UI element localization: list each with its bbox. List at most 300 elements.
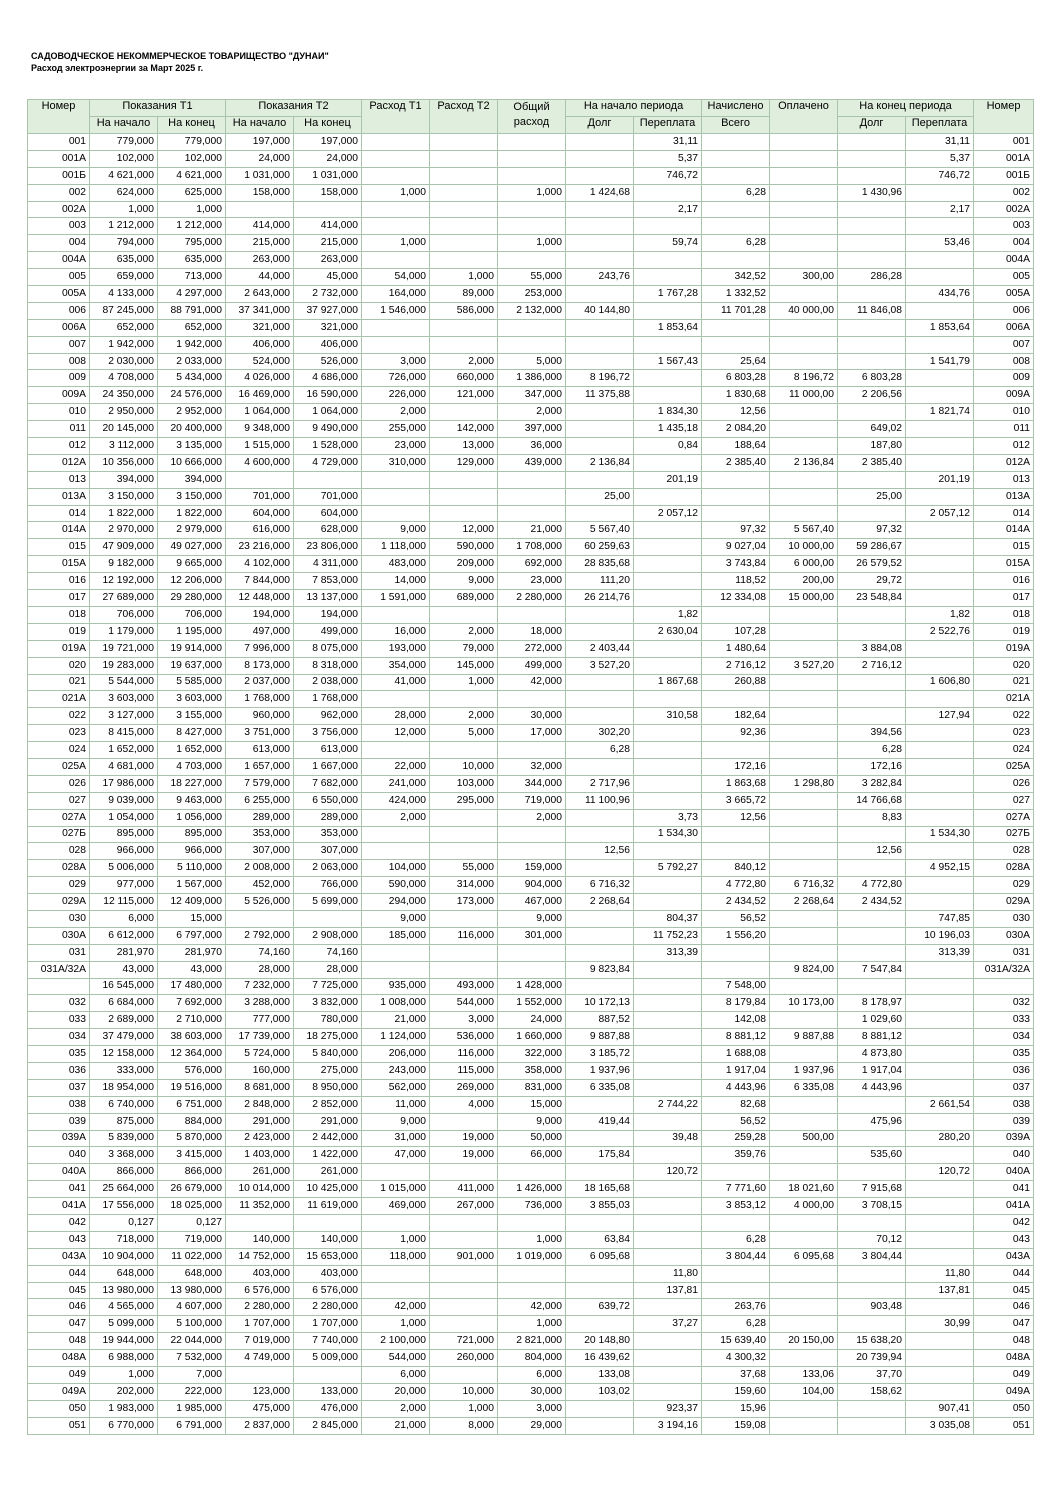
plot-number-right-cell: 048А <box>974 1350 1034 1367</box>
usage-t1-cell: 21,000 <box>362 1417 430 1434</box>
end-debt-cell <box>838 134 906 151</box>
paid-cell <box>770 471 838 488</box>
start-overpay-cell <box>634 370 702 387</box>
usage-total-cell: 1 426,000 <box>498 1181 566 1198</box>
start-debt-cell <box>566 623 634 640</box>
paid-cell <box>770 826 838 843</box>
table-row <box>28 606 1034 623</box>
paid-cell <box>770 758 838 775</box>
start-debt-cell: 302,20 <box>566 725 634 742</box>
header-nomer-right: Номер <box>974 100 1034 134</box>
paid-cell: 9 824,00 <box>770 961 838 978</box>
t1-end-cell: 2 710,000 <box>158 1012 226 1029</box>
t1-start-cell: 6 770,000 <box>90 1417 158 1434</box>
t2-end-cell: 275,000 <box>294 1062 362 1079</box>
t2-end-cell: 7 725,000 <box>294 978 362 995</box>
charged-total-cell: 97,32 <box>702 522 770 539</box>
table-row <box>28 590 1034 607</box>
usage-t2-cell: 173,000 <box>430 894 498 911</box>
charged-total-cell: 15 639,40 <box>702 1333 770 1350</box>
t2-end-cell: 13 137,000 <box>294 590 362 607</box>
t1-start-cell: 6 684,000 <box>90 995 158 1012</box>
usage-total-cell: 1 019,000 <box>498 1248 566 1265</box>
usage-t2-cell <box>430 910 498 927</box>
t2-end-cell: 263,000 <box>294 252 362 269</box>
table-row <box>28 792 1034 809</box>
usage-t1-cell <box>362 336 430 353</box>
table-row <box>28 1333 1034 1350</box>
plot-number-right-cell: 014А <box>974 522 1034 539</box>
t2-start-cell: 5 724,000 <box>226 1046 294 1063</box>
table-row <box>28 150 1034 167</box>
end-debt-cell: 4 873,80 <box>838 1046 906 1063</box>
paid-cell <box>770 674 838 691</box>
t1-start-cell: 17 556,000 <box>90 1198 158 1215</box>
plot-number-right-cell: 007 <box>974 336 1034 353</box>
end-debt-cell <box>838 1316 906 1333</box>
t1-start-cell: 895,000 <box>90 826 158 843</box>
start-debt-cell: 6 335,08 <box>566 1079 634 1096</box>
table-row <box>28 623 1034 640</box>
plot-number-right-cell: 029А <box>974 894 1034 911</box>
paid-cell <box>770 860 838 877</box>
charged-total-cell: 263,76 <box>702 1299 770 1316</box>
t2-start-cell: 452,000 <box>226 877 294 894</box>
charged-total-cell <box>702 252 770 269</box>
usage-t2-cell: 590,000 <box>430 539 498 556</box>
paid-cell <box>770 218 838 235</box>
usage-total-cell: 1 428,000 <box>498 978 566 995</box>
start-debt-cell <box>566 1096 634 1113</box>
start-overpay-cell: 1 534,30 <box>634 826 702 843</box>
t2-end-cell: 8 950,000 <box>294 1079 362 1096</box>
start-overpay-cell <box>634 691 702 708</box>
t2-end-cell: 321,000 <box>294 319 362 336</box>
plot-number-right-cell: 030 <box>974 910 1034 927</box>
charged-total-cell <box>702 319 770 336</box>
t2-start-cell: 613,000 <box>226 742 294 759</box>
table-row <box>28 860 1034 877</box>
header-vsego: Всего <box>702 117 770 134</box>
charged-total-cell: 259,28 <box>702 1130 770 1147</box>
table-row <box>28 978 1034 995</box>
charged-total-cell: 159,08 <box>702 1417 770 1434</box>
end-debt-cell <box>838 1417 906 1434</box>
paid-cell: 18 021,60 <box>770 1181 838 1198</box>
t2-start-cell: 44,000 <box>226 269 294 286</box>
paid-cell: 10 000,00 <box>770 539 838 556</box>
plot-number-right-cell: 041 <box>974 1181 1034 1198</box>
t2-start-cell: 261,000 <box>226 1164 294 1181</box>
t2-end-cell: 158,000 <box>294 184 362 201</box>
start-debt-cell: 2 403,44 <box>566 640 634 657</box>
plot-number-right-cell: 047 <box>974 1316 1034 1333</box>
usage-t2-cell <box>430 150 498 167</box>
charged-total-cell: 142,08 <box>702 1012 770 1029</box>
t2-end-cell: 2 038,000 <box>294 674 362 691</box>
table-row <box>28 1198 1034 1215</box>
usage-t2-cell: 89,000 <box>430 286 498 303</box>
t2-start-cell: 160,000 <box>226 1062 294 1079</box>
usage-t2-cell: 209,000 <box>430 556 498 573</box>
usage-t1-cell: 6,000 <box>362 1367 430 1384</box>
end-debt-cell <box>838 286 906 303</box>
plot-number-right-cell: 008 <box>974 353 1034 370</box>
usage-t1-cell: 164,000 <box>362 286 430 303</box>
usage-total-cell: 42,000 <box>498 1299 566 1316</box>
plot-number-right-cell: 046 <box>974 1299 1034 1316</box>
plot-number-cell: 022 <box>28 708 90 725</box>
header-t2-na-nachalo: На начало <box>226 117 294 134</box>
usage-total-cell <box>498 944 566 961</box>
table-row <box>28 944 1034 961</box>
table-row <box>28 167 1034 184</box>
start-debt-cell: 2 136,84 <box>566 454 634 471</box>
start-debt-cell <box>566 809 634 826</box>
usage-t1-cell: 935,000 <box>362 978 430 995</box>
usage-t2-cell: 3,000 <box>430 1012 498 1029</box>
start-debt-cell: 111,20 <box>566 573 634 590</box>
t2-end-cell: 6 550,000 <box>294 792 362 809</box>
plot-number-cell: 009А <box>28 387 90 404</box>
paid-cell: 3 527,20 <box>770 657 838 674</box>
start-overpay-cell: 5,37 <box>634 150 702 167</box>
t1-start-cell: 648,000 <box>90 1265 158 1282</box>
start-overpay-cell <box>634 843 702 860</box>
end-debt-cell: 649,02 <box>838 421 906 438</box>
plot-number-right-cell: 050 <box>974 1400 1034 1417</box>
end-debt-cell: 8,83 <box>838 809 906 826</box>
paid-cell: 104,00 <box>770 1383 838 1400</box>
t2-end-cell <box>294 1367 362 1384</box>
plot-number-cell: 040А <box>28 1164 90 1181</box>
usage-t1-cell: 243,000 <box>362 1062 430 1079</box>
start-overpay-cell: 2 057,12 <box>634 505 702 522</box>
paid-cell <box>770 691 838 708</box>
end-overpay-cell <box>906 1350 974 1367</box>
usage-total-cell: 55,000 <box>498 269 566 286</box>
usage-total-cell: 36,000 <box>498 438 566 455</box>
end-debt-cell: 903,48 <box>838 1299 906 1316</box>
start-debt-cell <box>566 1417 634 1434</box>
start-debt-cell: 887,52 <box>566 1012 634 1029</box>
usage-t2-cell <box>430 809 498 826</box>
start-overpay-cell <box>634 1367 702 1384</box>
usage-t2-cell: 1,000 <box>430 1400 498 1417</box>
plot-number-right-cell: 011 <box>974 421 1034 438</box>
t1-start-cell: 2 970,000 <box>90 522 158 539</box>
paid-cell <box>770 792 838 809</box>
usage-t1-cell: 1 118,000 <box>362 539 430 556</box>
end-debt-cell <box>838 471 906 488</box>
start-debt-cell: 175,84 <box>566 1147 634 1164</box>
end-overpay-cell: 2 661,54 <box>906 1096 974 1113</box>
table-row <box>28 927 1034 944</box>
header-end-dolg: Долг <box>838 117 906 134</box>
plot-number-cell: 047 <box>28 1316 90 1333</box>
table-row <box>28 1029 1034 1046</box>
start-overpay-cell: 3,73 <box>634 809 702 826</box>
start-overpay-cell <box>634 184 702 201</box>
t2-end-cell <box>294 201 362 218</box>
end-debt-cell <box>838 826 906 843</box>
org-title: САДОВОДЧЕСКОЕ НЕКОММЕРЧЕСКОЕ ТОВАРИЩЕСТВО "ДУНАИ" <box>31 51 329 61</box>
table-row <box>28 910 1034 927</box>
charged-total-cell: 82,68 <box>702 1096 770 1113</box>
plot-number-right-cell: 044 <box>974 1265 1034 1282</box>
end-debt-cell <box>838 944 906 961</box>
table-row <box>28 725 1034 742</box>
usage-t1-cell: 354,000 <box>362 657 430 674</box>
charged-total-cell: 8 881,12 <box>702 1029 770 1046</box>
t2-start-cell: 2 792,000 <box>226 927 294 944</box>
charged-total-cell <box>702 471 770 488</box>
start-debt-cell: 16 439,62 <box>566 1350 634 1367</box>
charged-total-cell: 15,96 <box>702 1400 770 1417</box>
start-debt-cell: 6,28 <box>566 742 634 759</box>
usage-t2-cell: 116,000 <box>430 1046 498 1063</box>
start-debt-cell: 3 855,03 <box>566 1198 634 1215</box>
t1-start-cell: 394,000 <box>90 471 158 488</box>
t2-end-cell: 2 442,000 <box>294 1130 362 1147</box>
plot-number-right-cell: 051 <box>974 1417 1034 1434</box>
plot-number-right-cell: 043 <box>974 1231 1034 1248</box>
t2-start-cell: 701,000 <box>226 488 294 505</box>
end-overpay-cell: 5,37 <box>906 150 974 167</box>
charged-total-cell: 6,28 <box>702 235 770 252</box>
t2-start-cell <box>226 471 294 488</box>
usage-t1-cell: 544,000 <box>362 1350 430 1367</box>
start-overpay-cell: 313,39 <box>634 944 702 961</box>
t2-start-cell: 616,000 <box>226 522 294 539</box>
paid-cell <box>770 1147 838 1164</box>
t1-start-cell: 2 689,000 <box>90 1012 158 1029</box>
t1-end-cell: 4 621,000 <box>158 167 226 184</box>
end-overpay-cell <box>906 894 974 911</box>
end-overpay-cell: 2 057,12 <box>906 505 974 522</box>
start-debt-cell: 10 172,13 <box>566 995 634 1012</box>
table-row <box>28 1231 1034 1248</box>
charged-total-cell: 7 771,60 <box>702 1181 770 1198</box>
t1-end-cell: 7,000 <box>158 1367 226 1384</box>
usage-total-cell: 30,000 <box>498 1383 566 1400</box>
t2-end-cell: 5 699,000 <box>294 894 362 911</box>
start-overpay-cell <box>634 1113 702 1130</box>
paid-cell: 2 136,84 <box>770 454 838 471</box>
usage-t1-cell: 1 015,000 <box>362 1181 430 1198</box>
start-overpay-cell: 2 744,22 <box>634 1096 702 1113</box>
usage-total-cell: 692,000 <box>498 556 566 573</box>
t2-end-cell: 7 682,000 <box>294 775 362 792</box>
usage-total-cell <box>498 505 566 522</box>
charged-total-cell: 2 434,52 <box>702 894 770 911</box>
t1-start-cell: 5 839,000 <box>90 1130 158 1147</box>
usage-t1-cell <box>362 826 430 843</box>
t2-end-cell: 406,000 <box>294 336 362 353</box>
end-debt-cell <box>838 1096 906 1113</box>
usage-t2-cell: 142,000 <box>430 421 498 438</box>
t1-start-cell: 6,000 <box>90 910 158 927</box>
usage-total-cell: 9,000 <box>498 1113 566 1130</box>
plot-number-cell: 002 <box>28 184 90 201</box>
end-overpay-cell: 137,81 <box>906 1282 974 1299</box>
t1-start-cell: 4 133,000 <box>90 286 158 303</box>
end-debt-cell: 2 434,52 <box>838 894 906 911</box>
plot-number-right-cell: 037 <box>974 1079 1034 1096</box>
t2-end-cell: 526,000 <box>294 353 362 370</box>
start-overpay-cell: 1 767,28 <box>634 286 702 303</box>
usage-t1-cell <box>362 742 430 759</box>
plot-number-right-cell: 032 <box>974 995 1034 1012</box>
end-overpay-cell <box>906 1012 974 1029</box>
table-row <box>28 286 1034 303</box>
usage-t2-cell <box>430 218 498 235</box>
header-oplacheno: Оплачено <box>770 100 838 134</box>
table-row <box>28 488 1034 505</box>
charged-total-cell: 3 853,12 <box>702 1198 770 1215</box>
table-row <box>28 1248 1034 1265</box>
plot-number-cell: 025А <box>28 758 90 775</box>
plot-number-right-cell: 010 <box>974 404 1034 421</box>
t2-start-cell: 140,000 <box>226 1231 294 1248</box>
paid-cell: 8 196,72 <box>770 370 838 387</box>
table-row <box>28 184 1034 201</box>
end-debt-cell: 14 766,68 <box>838 792 906 809</box>
plot-number-cell: 034 <box>28 1029 90 1046</box>
charged-total-cell: 107,28 <box>702 623 770 640</box>
t1-end-cell: 1 985,000 <box>158 1400 226 1417</box>
t1-start-cell: 4 565,000 <box>90 1299 158 1316</box>
t2-start-cell: 353,000 <box>226 826 294 843</box>
end-overpay-cell <box>906 1079 974 1096</box>
paid-cell: 2 268,64 <box>770 894 838 911</box>
header-t2-na-konec: На конец <box>294 117 362 134</box>
end-overpay-cell <box>906 1029 974 1046</box>
header-nachisleno: Начислено <box>702 100 770 117</box>
report-subtitle: Расход электроэнергии за Март 2025 г. <box>31 63 204 73</box>
t1-start-cell: 19 721,000 <box>90 640 158 657</box>
paid-cell <box>770 167 838 184</box>
t1-end-cell: 9 665,000 <box>158 556 226 573</box>
t2-start-cell <box>226 910 294 927</box>
start-debt-cell <box>566 471 634 488</box>
usage-total-cell: 1 552,000 <box>498 995 566 1012</box>
usage-t1-cell <box>362 134 430 151</box>
paid-cell <box>770 927 838 944</box>
end-debt-cell: 59 286,67 <box>838 539 906 556</box>
t1-start-cell: 87 245,000 <box>90 302 158 319</box>
paid-cell: 1 937,96 <box>770 1062 838 1079</box>
t1-end-cell: 7 532,000 <box>158 1350 226 1367</box>
end-debt-cell <box>838 353 906 370</box>
paid-cell <box>770 336 838 353</box>
start-overpay-cell: 137,81 <box>634 1282 702 1299</box>
t1-start-cell: 718,000 <box>90 1231 158 1248</box>
t1-start-cell: 779,000 <box>90 134 158 151</box>
end-debt-cell: 8 881,12 <box>838 1029 906 1046</box>
paid-cell <box>770 843 838 860</box>
t1-end-cell: 43,000 <box>158 961 226 978</box>
plot-number-cell: 027 <box>28 792 90 809</box>
usage-t1-cell: 14,000 <box>362 573 430 590</box>
usage-t1-cell: 185,000 <box>362 927 430 944</box>
plot-number-cell: 029А <box>28 894 90 911</box>
usage-total-cell <box>498 606 566 623</box>
t1-end-cell: 1 942,000 <box>158 336 226 353</box>
usage-t2-cell: 689,000 <box>430 590 498 607</box>
usage-t1-cell: 11,000 <box>362 1096 430 1113</box>
end-overpay-cell <box>906 1333 974 1350</box>
usage-total-cell: 253,000 <box>498 286 566 303</box>
end-overpay-cell: 313,39 <box>906 944 974 961</box>
plot-number-cell: 016 <box>28 573 90 590</box>
t2-end-cell: 7 853,000 <box>294 573 362 590</box>
paid-cell <box>770 1350 838 1367</box>
plot-number-right-cell: 001 <box>974 134 1034 151</box>
end-overpay-cell <box>906 995 974 1012</box>
start-overpay-cell <box>634 252 702 269</box>
paid-cell <box>770 742 838 759</box>
end-debt-cell <box>838 708 906 725</box>
start-debt-cell <box>566 438 634 455</box>
table-row <box>28 1367 1034 1384</box>
table-row <box>28 522 1034 539</box>
usage-t2-cell: 2,000 <box>430 353 498 370</box>
t2-start-cell: 291,000 <box>226 1113 294 1130</box>
t1-start-cell: 281,970 <box>90 944 158 961</box>
usage-total-cell <box>498 201 566 218</box>
paid-cell: 6 716,32 <box>770 877 838 894</box>
charged-total-cell: 2 385,40 <box>702 454 770 471</box>
end-overpay-cell <box>906 269 974 286</box>
t1-start-cell: 16 545,000 <box>90 978 158 995</box>
end-debt-cell: 11 846,08 <box>838 302 906 319</box>
charged-total-cell: 6,28 <box>702 1231 770 1248</box>
t1-end-cell: 3 150,000 <box>158 488 226 505</box>
usage-t2-cell <box>430 1231 498 1248</box>
t2-start-cell: 1 515,000 <box>226 438 294 455</box>
plot-number-cell: 018 <box>28 606 90 623</box>
plot-number-right-cell: 023 <box>974 725 1034 742</box>
usage-total-cell <box>498 1164 566 1181</box>
paid-cell <box>770 252 838 269</box>
usage-t2-cell: 13,000 <box>430 438 498 455</box>
plot-number-right-cell: 017 <box>974 590 1034 607</box>
plot-number-cell: 011 <box>28 421 90 438</box>
plot-number-cell: 030 <box>28 910 90 927</box>
charged-total-cell: 25,64 <box>702 353 770 370</box>
t1-start-cell: 12 192,000 <box>90 573 158 590</box>
t2-start-cell: 7 844,000 <box>226 573 294 590</box>
t1-end-cell: 26 679,000 <box>158 1181 226 1198</box>
start-debt-cell <box>566 860 634 877</box>
table-row <box>28 1400 1034 1417</box>
usage-total-cell: 358,000 <box>498 1062 566 1079</box>
t1-start-cell: 3 368,000 <box>90 1147 158 1164</box>
usage-total-cell: 42,000 <box>498 674 566 691</box>
table-row <box>28 758 1034 775</box>
paid-cell <box>770 606 838 623</box>
start-overpay-cell: 1 435,18 <box>634 421 702 438</box>
usage-total-cell: 439,000 <box>498 454 566 471</box>
table-row <box>28 421 1034 438</box>
plot-number-cell: 035 <box>28 1046 90 1063</box>
usage-t2-cell: 901,000 <box>430 1248 498 1265</box>
start-overpay-cell: 3 194,16 <box>634 1417 702 1434</box>
plot-number-right-cell: 042 <box>974 1215 1034 1232</box>
charged-total-cell: 359,76 <box>702 1147 770 1164</box>
t1-start-cell: 1 652,000 <box>90 742 158 759</box>
